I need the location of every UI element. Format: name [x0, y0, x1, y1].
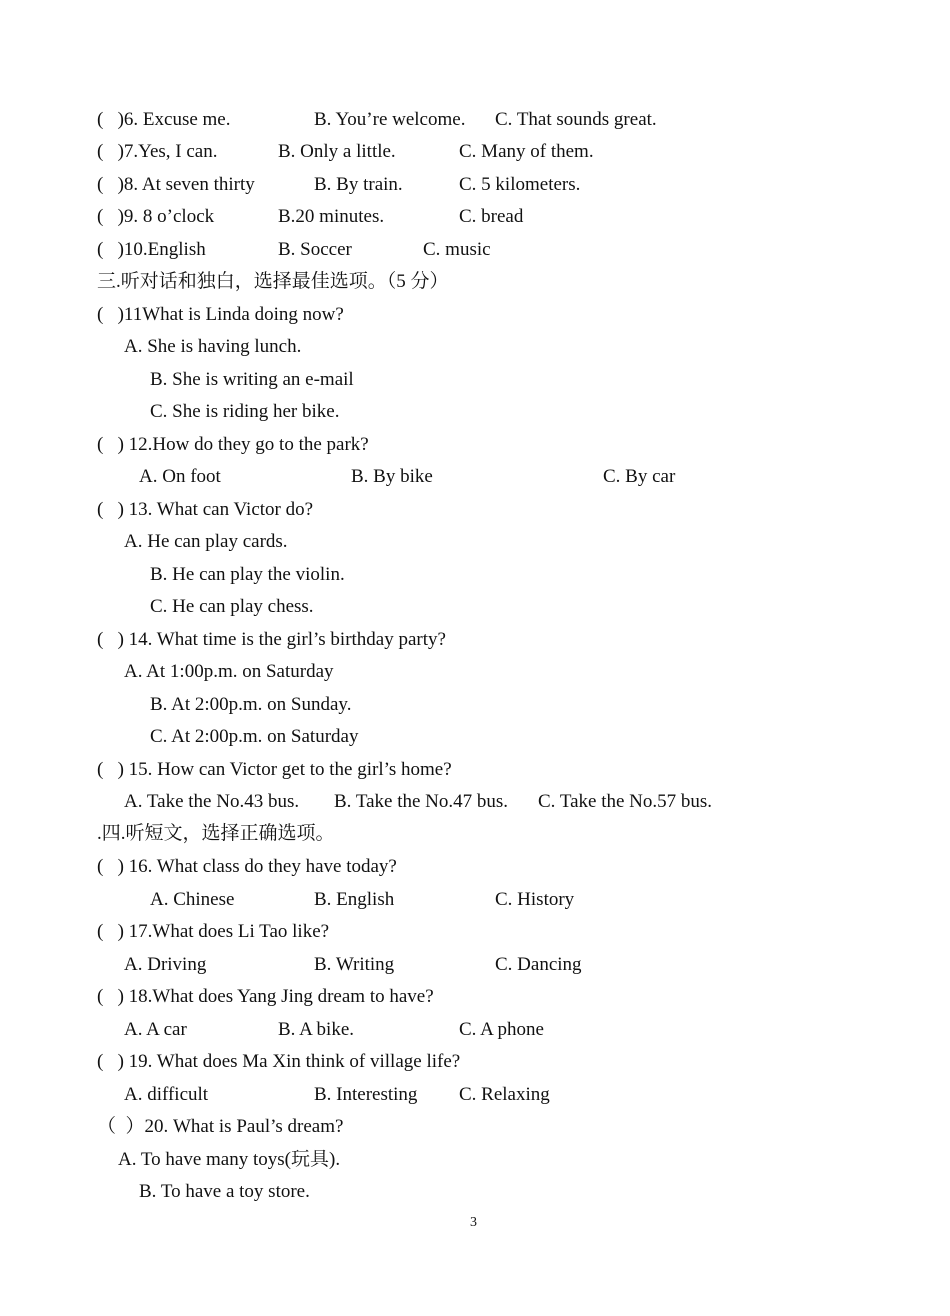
- q17-option-c: C. Dancing: [495, 954, 582, 975]
- q16-option-a: A. Chinese: [150, 889, 235, 910]
- q16-stem: ( ) 16. What class do they have today?: [97, 856, 397, 877]
- q6-option-c: C. That sounds great.: [495, 109, 657, 130]
- q8-stem: ( )8. At seven thirty: [97, 174, 255, 195]
- q14-option-a: A. At 1:00p.m. on Saturday: [124, 661, 334, 682]
- q8-option-b: B. By train.: [314, 174, 403, 195]
- q16-option-c: C. History: [495, 889, 575, 910]
- q6-stem: ( )6. Excuse me.: [97, 109, 231, 130]
- q9-stem: ( )9. 8 o’clock: [97, 206, 215, 227]
- q18-option-a: A. A car: [124, 1019, 187, 1040]
- q9-option-b: B.20 minutes.: [278, 206, 385, 227]
- q6-option-b: B. You’re welcome.: [314, 109, 466, 130]
- q8-option-c: C. 5 kilometers.: [459, 174, 581, 195]
- q7-option-b: B. Only a little.: [278, 141, 396, 162]
- section3-heading: 三.听对话和独白，选择最佳选项。（5 分）: [97, 271, 449, 292]
- q13-option-a: A. He can play cards.: [124, 531, 288, 552]
- q18-stem: ( ) 18.What does Yang Jing dream to have?: [97, 986, 434, 1007]
- q12-option-b: B. By bike: [351, 466, 433, 487]
- q13-option-b: B. He can play the violin.: [150, 564, 345, 585]
- q18-option-c: C. A phone: [459, 1019, 544, 1040]
- q19-stem: ( ) 19. What does Ma Xin think of village life?: [97, 1051, 461, 1072]
- q16-option-b: B. English: [314, 889, 395, 910]
- q20-stem: （ ）20. What is Paul’s dream?: [97, 1116, 344, 1137]
- q15-stem: ( ) 15. How can Victor get to the girl’s home?: [97, 759, 452, 780]
- q12-option-c: C. By car: [603, 466, 676, 487]
- page-number: 3: [470, 1215, 477, 1230]
- q17-option-a: A. Driving: [124, 954, 207, 975]
- q11-option-c: C. She is riding her bike.: [150, 401, 340, 422]
- q7-stem: ( )7.Yes, I can.: [97, 141, 218, 162]
- q13-stem: ( ) 13. What can Victor do?: [97, 499, 314, 520]
- q17-stem: ( ) 17.What does Li Tao like?: [97, 921, 330, 942]
- q11-option-a: A. She is having lunch.: [124, 336, 302, 357]
- q15-option-a: A. Take the No.43 bus.: [124, 791, 300, 812]
- q19-option-b: B. Interesting: [314, 1084, 418, 1105]
- q14-stem: ( ) 14. What time is the girl’s birthday party?: [97, 629, 446, 650]
- q12-stem: ( ) 12.How do they go to the park?: [97, 434, 369, 455]
- q10-stem: ( )10.English: [97, 239, 206, 260]
- q18-option-b: B. A bike.: [278, 1019, 355, 1040]
- q19-option-c: C. Relaxing: [459, 1084, 550, 1105]
- q17-option-b: B. Writing: [314, 954, 395, 975]
- q9-option-c: C. bread: [459, 206, 524, 227]
- q10-option-b: B. Soccer: [278, 239, 352, 260]
- section4-heading: .四.听短文，选择正确选项。: [97, 823, 335, 844]
- q7-option-c: C. Many of them.: [459, 141, 594, 162]
- q15-option-b: B. Take the No.47 bus.: [334, 791, 509, 812]
- q20-option-b: B. To have a toy store.: [139, 1181, 310, 1202]
- q11-option-b: B. She is writing an e-mail: [150, 369, 354, 390]
- q11-stem: ( )11What is Linda doing now?: [97, 304, 344, 325]
- q20-option-a: A. To have many toys(玩具).: [118, 1149, 341, 1170]
- q12-option-a: A. On foot: [139, 466, 221, 487]
- q19-option-a: A. difficult: [124, 1084, 209, 1105]
- q15-option-c: C. Take the No.57 bus.: [538, 791, 713, 812]
- q10-option-c: C. music: [423, 239, 491, 260]
- q13-option-c: C. He can play chess.: [150, 596, 314, 617]
- q14-option-c: C. At 2:00p.m. on Saturday: [150, 726, 359, 747]
- q14-option-b: B. At 2:00p.m. on Sunday.: [150, 694, 352, 715]
